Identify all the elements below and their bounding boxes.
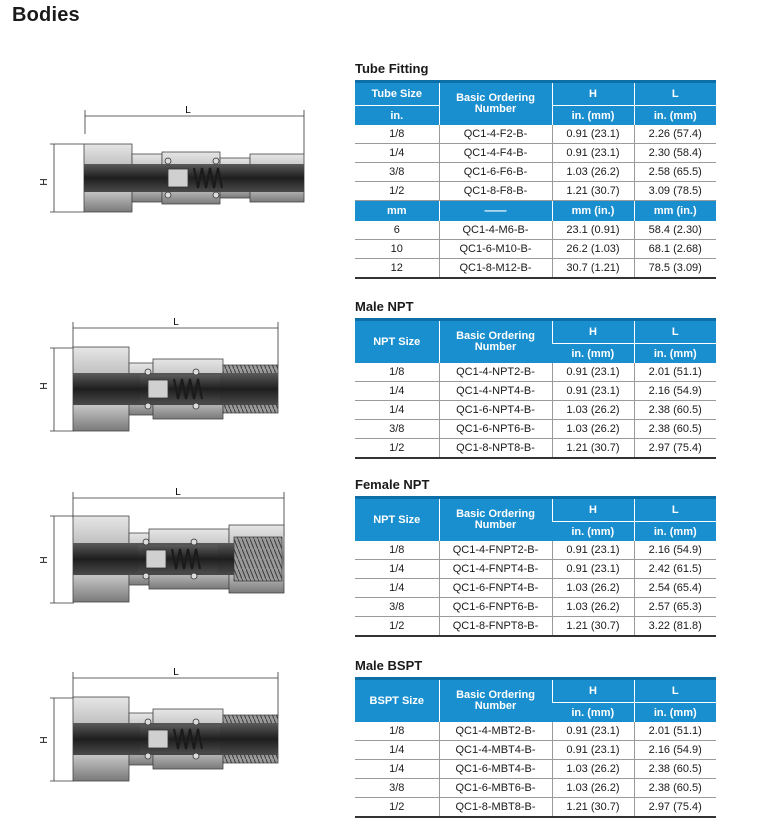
l-header: L — [634, 320, 716, 344]
part-number-cell: QC1-6-NPT4-B- — [439, 401, 552, 420]
table-row — [355, 439, 716, 459]
part-number-cell: QC1-4-F2-B- — [439, 125, 552, 144]
part-number-cell: QC1-4-MBT4-B- — [439, 741, 552, 760]
female-npt-table — [355, 496, 716, 637]
male-bspt-drawing — [38, 666, 318, 791]
part-number-cell: QC1-8-FNPT8-B- — [439, 617, 552, 637]
table-row — [355, 240, 716, 259]
l-cell: 68.1 (2.68) — [634, 240, 716, 259]
section-title-female-npt: Female NPT — [355, 477, 430, 492]
male-bspt-table — [355, 677, 716, 818]
size-cell: 1/4 — [355, 760, 439, 779]
h-cell: 1.21 (30.7) — [552, 617, 634, 637]
size-cell: 1/2 — [355, 182, 439, 201]
size-cell: 3/8 — [355, 163, 439, 182]
table-row — [355, 779, 716, 798]
h-unit: in. (mm) — [552, 106, 634, 126]
part-number-cell: QC1-4-M6-B- — [439, 221, 552, 240]
size-cell: 12 — [355, 259, 439, 279]
size-cell: 1/8 — [355, 363, 439, 382]
page-title: Bodies — [12, 4, 80, 26]
part-number-cell: QC1-6-MBT4-B- — [439, 760, 552, 779]
h-cell: 0.91 (23.1) — [552, 722, 634, 741]
table-row — [355, 579, 716, 598]
height-label: H — [39, 556, 50, 564]
table-row — [355, 259, 716, 279]
section-title-male-bspt: Male BSPT — [355, 658, 423, 673]
h-header: H — [552, 679, 634, 703]
size-unit: in. — [355, 106, 439, 126]
size-cell: 3/8 — [355, 420, 439, 439]
l-cell: 2.97 (75.4) — [634, 798, 716, 818]
size-cell: 1/4 — [355, 401, 439, 420]
part-number-cell: QC1-8-MBT8-B- — [439, 798, 552, 818]
h-cell: 1.03 (26.2) — [552, 760, 634, 779]
h-cell: 1.03 (26.2) — [552, 579, 634, 598]
table-row — [355, 401, 716, 420]
height-label: H — [39, 736, 50, 744]
h-cell: 1.21 (30.7) — [552, 182, 634, 201]
metric-subheader-row — [355, 201, 716, 222]
part-number-cell: QC1-8-M12-B- — [439, 259, 552, 279]
size-header: BSPT Size — [355, 679, 439, 723]
table-row — [355, 382, 716, 401]
l-cell: 2.16 (54.9) — [634, 541, 716, 560]
l-cell: 2.01 (51.1) — [634, 722, 716, 741]
size-cell: 1/2 — [355, 439, 439, 459]
table-row — [355, 760, 716, 779]
h-cell: 26.2 (1.03) — [552, 240, 634, 259]
male-npt-drawing — [38, 316, 318, 441]
length-label: L — [175, 487, 181, 498]
part-number-cell: QC1-8-F8-B- — [439, 182, 552, 201]
height-label: H — [39, 382, 50, 390]
h-cell: 1.03 (26.2) — [552, 401, 634, 420]
part-number-cell: QC1-6-FNPT4-B- — [439, 579, 552, 598]
basic-ordering-header: Basic Ordering Number — [439, 82, 552, 126]
l-cell: 2.30 (58.4) — [634, 144, 716, 163]
table-row — [355, 420, 716, 439]
male-npt-table — [355, 318, 716, 459]
h-cell: 0.91 (23.1) — [552, 382, 634, 401]
table-row — [355, 163, 716, 182]
h-unit: in. (mm) — [552, 703, 634, 723]
length-label: L — [185, 105, 191, 116]
part-number-cell: QC1-4-FNPT2-B- — [439, 541, 552, 560]
l-cell: 58.4 (2.30) — [634, 221, 716, 240]
size-cell: 3/8 — [355, 779, 439, 798]
part-number-cell: QC1-6-NPT6-B- — [439, 420, 552, 439]
metric-size-unit: mm — [355, 201, 439, 222]
l-unit: in. (mm) — [634, 703, 716, 723]
tube-fitting-drawing — [38, 104, 318, 229]
length-label: L — [173, 317, 179, 328]
l-cell: 2.97 (75.4) — [634, 439, 716, 459]
h-header: H — [552, 82, 634, 106]
h-cell: 0.91 (23.1) — [552, 541, 634, 560]
female-npt-drawing — [38, 486, 318, 611]
l-cell: 2.42 (61.5) — [634, 560, 716, 579]
l-unit: in. (mm) — [634, 344, 716, 364]
metric-basic-dash: —— — [439, 201, 552, 222]
h-unit: in. (mm) — [552, 344, 634, 364]
part-number-cell: QC1-6-F6-B- — [439, 163, 552, 182]
l-cell: 2.38 (60.5) — [634, 779, 716, 798]
table-row — [355, 541, 716, 560]
l-cell: 2.01 (51.1) — [634, 363, 716, 382]
table-row — [355, 617, 716, 637]
l-unit: in. (mm) — [634, 522, 716, 542]
l-cell: 2.38 (60.5) — [634, 401, 716, 420]
l-cell: 2.26 (57.4) — [634, 125, 716, 144]
h-cell: 23.1 (0.91) — [552, 221, 634, 240]
table-row — [355, 598, 716, 617]
l-cell: 2.16 (54.9) — [634, 741, 716, 760]
l-cell: 2.54 (65.4) — [634, 579, 716, 598]
h-cell: 1.03 (26.2) — [552, 779, 634, 798]
l-header: L — [634, 679, 716, 703]
size-cell: 1/2 — [355, 798, 439, 818]
part-number-cell: QC1-4-F4-B- — [439, 144, 552, 163]
basic-ordering-header: Basic Ordering Number — [439, 679, 552, 723]
h-cell: 30.7 (1.21) — [552, 259, 634, 279]
size-cell: 1/8 — [355, 125, 439, 144]
h-cell: 0.91 (23.1) — [552, 363, 634, 382]
l-cell: 2.58 (65.5) — [634, 163, 716, 182]
h-cell: 0.91 (23.1) — [552, 125, 634, 144]
h-header: H — [552, 320, 634, 344]
table-row — [355, 144, 716, 163]
length-label: L — [173, 667, 179, 678]
l-cell: 2.38 (60.5) — [634, 420, 716, 439]
h-unit: in. (mm) — [552, 522, 634, 542]
l-cell: 2.16 (54.9) — [634, 382, 716, 401]
tube-fitting-table — [355, 80, 716, 279]
size-cell: 1/4 — [355, 144, 439, 163]
l-cell: 2.38 (60.5) — [634, 760, 716, 779]
size-cell: 1/2 — [355, 617, 439, 637]
part-number-cell: QC1-6-FNPT6-B- — [439, 598, 552, 617]
metric-h-unit: mm (in.) — [552, 201, 634, 222]
size-cell: 1/4 — [355, 579, 439, 598]
part-number-cell: QC1-4-FNPT4-B- — [439, 560, 552, 579]
l-cell: 3.22 (81.8) — [634, 617, 716, 637]
h-cell: 0.91 (23.1) — [552, 144, 634, 163]
size-header: NPT Size — [355, 498, 439, 542]
size-cell: 1/8 — [355, 722, 439, 741]
table-row — [355, 798, 716, 818]
l-cell: 2.57 (65.3) — [634, 598, 716, 617]
part-number-cell: QC1-6-MBT6-B- — [439, 779, 552, 798]
part-number-cell: QC1-4-MBT2-B- — [439, 722, 552, 741]
table-row — [355, 741, 716, 760]
l-unit: in. (mm) — [634, 106, 716, 126]
size-cell: 1/4 — [355, 560, 439, 579]
metric-l-unit: mm (in.) — [634, 201, 716, 222]
size-header: NPT Size — [355, 320, 439, 364]
table-row — [355, 221, 716, 240]
l-cell: 3.09 (78.5) — [634, 182, 716, 201]
table-row — [355, 363, 716, 382]
size-header: Tube Size — [355, 82, 439, 106]
table-row — [355, 182, 716, 201]
part-number-cell: QC1-4-NPT4-B- — [439, 382, 552, 401]
h-cell: 1.03 (26.2) — [552, 420, 634, 439]
h-header: H — [552, 498, 634, 522]
height-label: H — [39, 178, 50, 186]
basic-ordering-header: Basic Ordering Number — [439, 498, 552, 542]
basic-ordering-header: Basic Ordering Number — [439, 320, 552, 364]
size-cell: 1/8 — [355, 541, 439, 560]
section-title-tube-fitting: Tube Fitting — [355, 61, 429, 76]
size-cell: 1/4 — [355, 382, 439, 401]
part-number-cell: QC1-4-NPT2-B- — [439, 363, 552, 382]
l-header: L — [634, 498, 716, 522]
l-header: L — [634, 82, 716, 106]
size-cell: 1/4 — [355, 741, 439, 760]
part-number-cell: QC1-8-NPT8-B- — [439, 439, 552, 459]
h-cell: 0.91 (23.1) — [552, 741, 634, 760]
size-cell: 6 — [355, 221, 439, 240]
h-cell: 1.21 (30.7) — [552, 798, 634, 818]
size-cell: 3/8 — [355, 598, 439, 617]
h-cell: 1.03 (26.2) — [552, 163, 634, 182]
part-number-cell: QC1-6-M10-B- — [439, 240, 552, 259]
h-cell: 1.03 (26.2) — [552, 598, 634, 617]
table-row — [355, 560, 716, 579]
section-title-male-npt: Male NPT — [355, 299, 414, 314]
table-row — [355, 722, 716, 741]
h-cell: 1.21 (30.7) — [552, 439, 634, 459]
l-cell: 78.5 (3.09) — [634, 259, 716, 279]
size-cell: 10 — [355, 240, 439, 259]
table-row — [355, 125, 716, 144]
h-cell: 0.91 (23.1) — [552, 560, 634, 579]
